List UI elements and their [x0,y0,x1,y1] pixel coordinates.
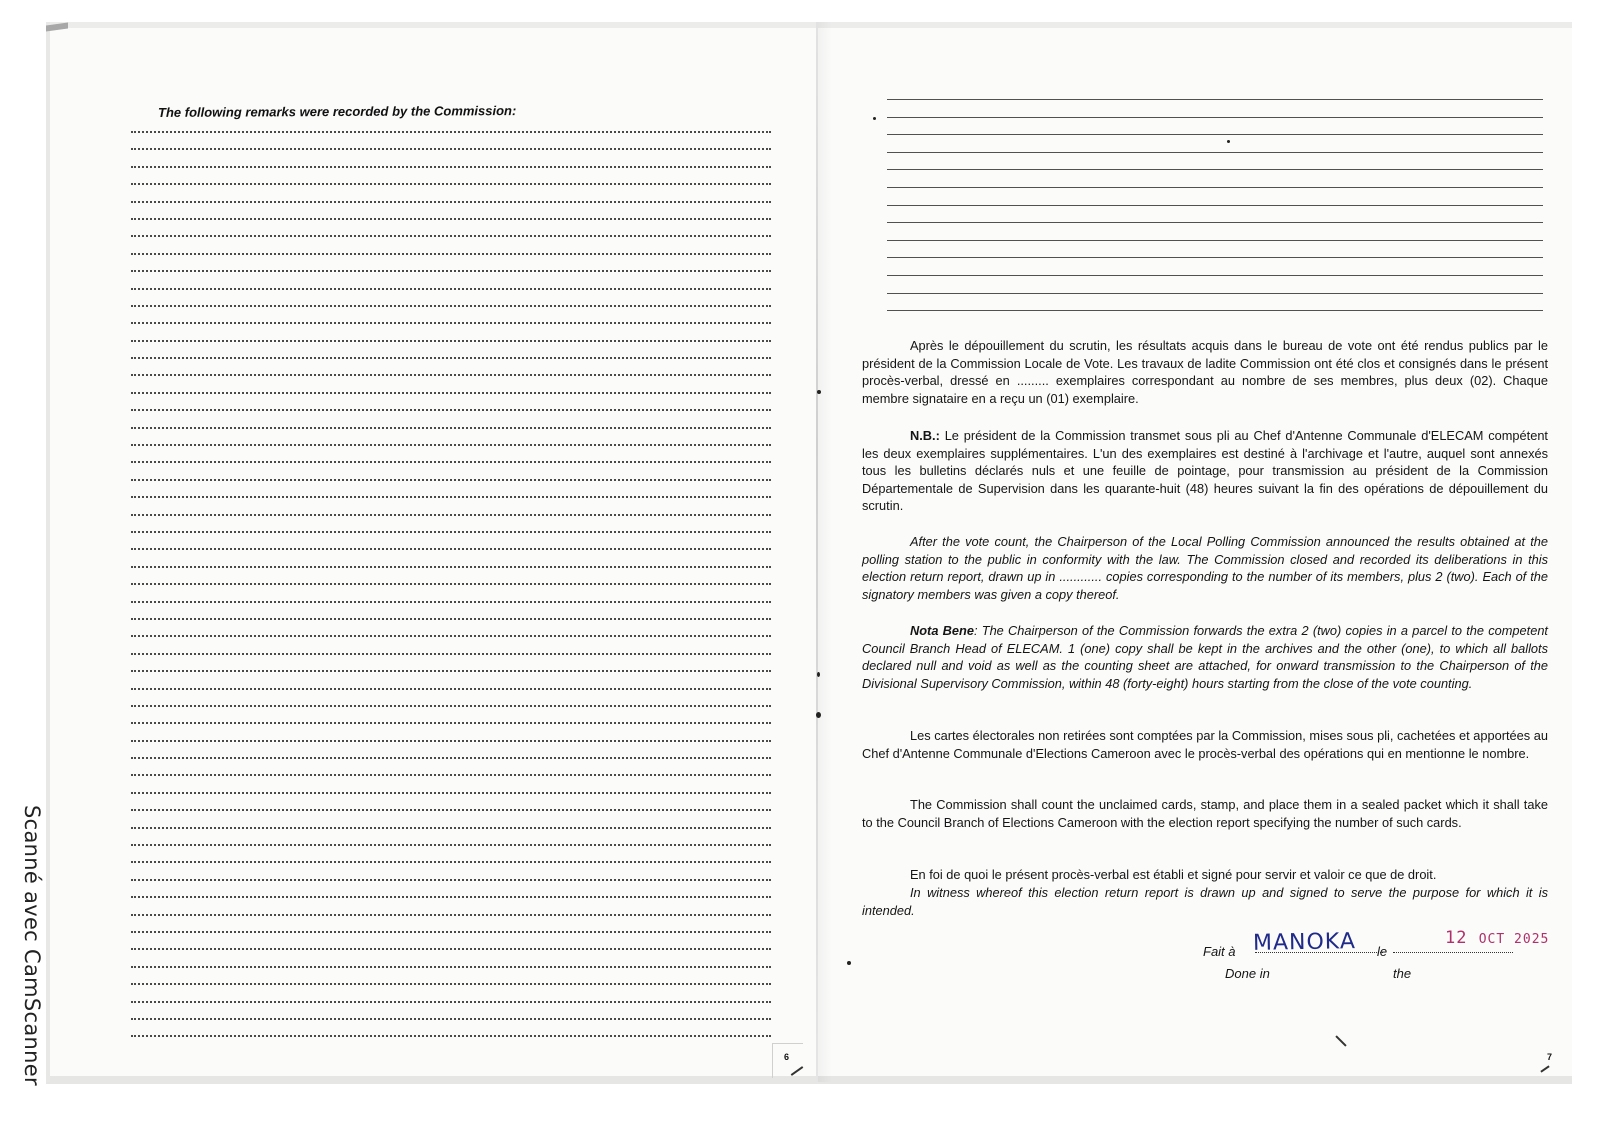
solid-remark-line [887,187,1543,188]
paragraph-text: In witness whereof this election return report is drawn up and signed to serve the purpose for which it is intended. [862,885,1548,918]
done-in-label: Done in [1225,966,1270,981]
dotted-remark-line [131,148,771,150]
dotted-remark-line [131,340,771,342]
date-stamp [1445,928,1549,948]
speck-mark [817,672,820,677]
gutter-shadow [818,22,832,1082]
dotted-remark-line [131,896,771,898]
dotted-remark-line [131,322,771,324]
scan-edge-left [46,22,50,1082]
dotted-remark-line [131,653,771,655]
solid-remark-line [887,169,1543,170]
scan-edge-bottom [46,1076,1572,1084]
solid-remark-line [887,205,1543,206]
dotted-remark-line [131,444,771,446]
dotted-remark-line [131,1001,771,1003]
speck-mark [847,961,851,965]
dotted-remark-line [131,879,771,881]
paragraph-en-cards [862,796,1548,831]
solid-remark-line [887,310,1543,311]
dotted-remark-line [131,583,771,585]
dotted-remark-line [131,618,771,620]
dotted-remark-line [131,1018,771,1020]
dotted-remark-line [131,131,771,133]
dotted-remark-line [131,166,771,168]
speck-mark [816,712,821,718]
solid-remark-line [887,152,1543,153]
dotted-remark-line [131,183,771,185]
dotted-remark-line [131,305,771,307]
solid-remark-line [887,99,1543,100]
solid-remark-line [887,275,1543,276]
dotted-remark-line [131,427,771,429]
dotted-remark-line [131,201,771,203]
solid-remark-line [887,222,1543,223]
dotted-remark-line [131,531,771,533]
paragraph-en-witness [862,884,1548,919]
solid-remark-line [887,257,1543,258]
dotted-remark-line [131,1035,771,1037]
dotted-remark-line [131,635,771,637]
dotted-remark-line [131,496,771,498]
dotted-remark-line [131,514,771,516]
remarks-heading: The following remarks were recorded by the Commission: [157,103,517,120]
solid-remark-line [887,240,1543,241]
dotted-remark-line [131,235,771,237]
dotted-remark-line [131,757,771,759]
dotted-remark-line [131,774,771,776]
paragraph-text: The Commission shall count the unclaimed cards, stamp, and place them in a sealed packet which it shall take to the Council Branch of Elections Cameroon with the election report specifying the number of such cards. [862,797,1548,830]
place-handwritten: MANOKA [1252,929,1357,956]
speck-mark [1227,140,1230,143]
dotted-remark-line [131,548,771,550]
dotted-remark-line [131,740,771,742]
le-label: le [1377,944,1388,959]
solid-remark-line [887,134,1543,135]
paragraph-en-results [862,533,1548,603]
dotted-remark-line [131,809,771,811]
dotted-remark-line [131,948,771,950]
dotted-remark-line [131,688,771,690]
dotted-remark-line [131,409,771,411]
paragraph-text: En foi de quoi le présent procès-verbal est établi et signé pour servir et valoir ce que de droit. [910,867,1437,882]
paragraph-fr-cards [862,727,1548,762]
nb-label: N.B.: [910,428,940,443]
date-stamp-day: 12 [1445,928,1468,948]
dotted-remark-line [131,288,771,290]
solid-remark-line [887,117,1543,118]
dotted-remark-line [131,792,771,794]
dotted-remark-line [131,983,771,985]
paragraph-text: Le président de la Commission transmet sous pli au Chef d'Antenne Communale d'ELECAM compétent les deux exemplaires supplémentaires. L'un des exemplaires est destiné à l'archivage et l'autre, auquel sont annexés tous les bulletins déclarés nuls et une feuille de pointage, pour transmission au président de la Commission Départementale de Supervision dans les quarante-huit (48) heures suivant la fin des opérations de dépouillement du scrutin. [862,428,1548,514]
dotted-remark-line [131,966,771,968]
paragraph-text: Les cartes électorales non retirées sont comptées par la Commission, mises sous pli, cachetées et apportées au Chef d'Antenne Communale d'Elections Cameroon avec le procès-verbal des opérations qui en mentionne le nombre. [862,728,1548,761]
dotted-remark-line [131,601,771,603]
speck-mark [873,117,876,120]
remarks-continued-lines [887,99,1543,328]
paragraph-en-nota-bene [862,622,1548,692]
dotted-remark-line [131,705,771,707]
dotted-remark-line [131,566,771,568]
dotted-remark-line [131,374,771,376]
dotted-remark-line [131,844,771,846]
fait-a-label: Fait à [1203,944,1236,959]
dotted-remark-line [131,914,771,916]
dotted-remark-line [131,479,771,481]
paragraph-text: After the vote count, the Chairperson of the Local Polling Commission announced the results obtained at the polling station to the public in conformity with the law. The Commission closed and recorded its deliberations in this election return report, drawn up in ............ copies corresponding to the number of its members, plus 2 (two). Each of the signatory members was given a copy thereof. [862,534,1548,602]
paragraph-fr-results [862,337,1548,407]
dotted-remark-line [131,218,771,220]
paragraph-text: Après le dépouillement du scrutin, les résultats acquis dans le bureau de vote ont été rendus publics par le président de la Commission Locale de Vote. Les travaux de ladite Commission ont été clos et consignés dans le présent procès-verbal, dressé en ......... exemplaires correspondant au nombre de ses membres, plus deux (02). Chaque membre signataire en a reçu un (01) exemplaire. [862,338,1548,406]
nota-bene-label: Nota Bene [910,623,974,638]
dotted-remark-line [131,392,771,394]
paragraph-fr-witness [862,866,1548,884]
dotted-remark-line [131,931,771,933]
dotted-remark-line [131,827,771,829]
page-number-right: 7 [1547,1052,1553,1062]
page-number-left: 6 [784,1052,790,1062]
dotted-remark-line [131,861,771,863]
dotted-remark-line [131,270,771,272]
dotted-remark-line [131,253,771,255]
paragraph-text: : The Chairperson of the Commission forwards the extra 2 (two) copies in a parcel to the competent Council Branch Head of ELECAM. 1 (one) copy shall be kept in the archives and the other (one), to which all ballots declared null and void as well as the counting sheet are attached, for onward transmission to the Chairperson of the Divisional Supervisory Commission, within 48 (forty-eight) hours starting from the close of the vote counting. [862,623,1548,691]
camscanner-watermark: Scanné avec CamScanner [20,805,44,1086]
dotted-remark-line [131,461,771,463]
scan-edge-top [46,22,1572,28]
date-stamp-month-year: OCT 2025 [1478,932,1550,947]
dotted-remark-line [131,357,771,359]
date-field-line [1393,952,1513,953]
speck-mark [817,390,821,394]
paragraph-fr-nb [862,427,1548,515]
remarks-dotted-lines [131,131,771,1053]
dotted-remark-line [131,722,771,724]
the-label: the [1393,966,1412,981]
solid-remark-line [887,293,1543,294]
dotted-remark-line [131,670,771,672]
